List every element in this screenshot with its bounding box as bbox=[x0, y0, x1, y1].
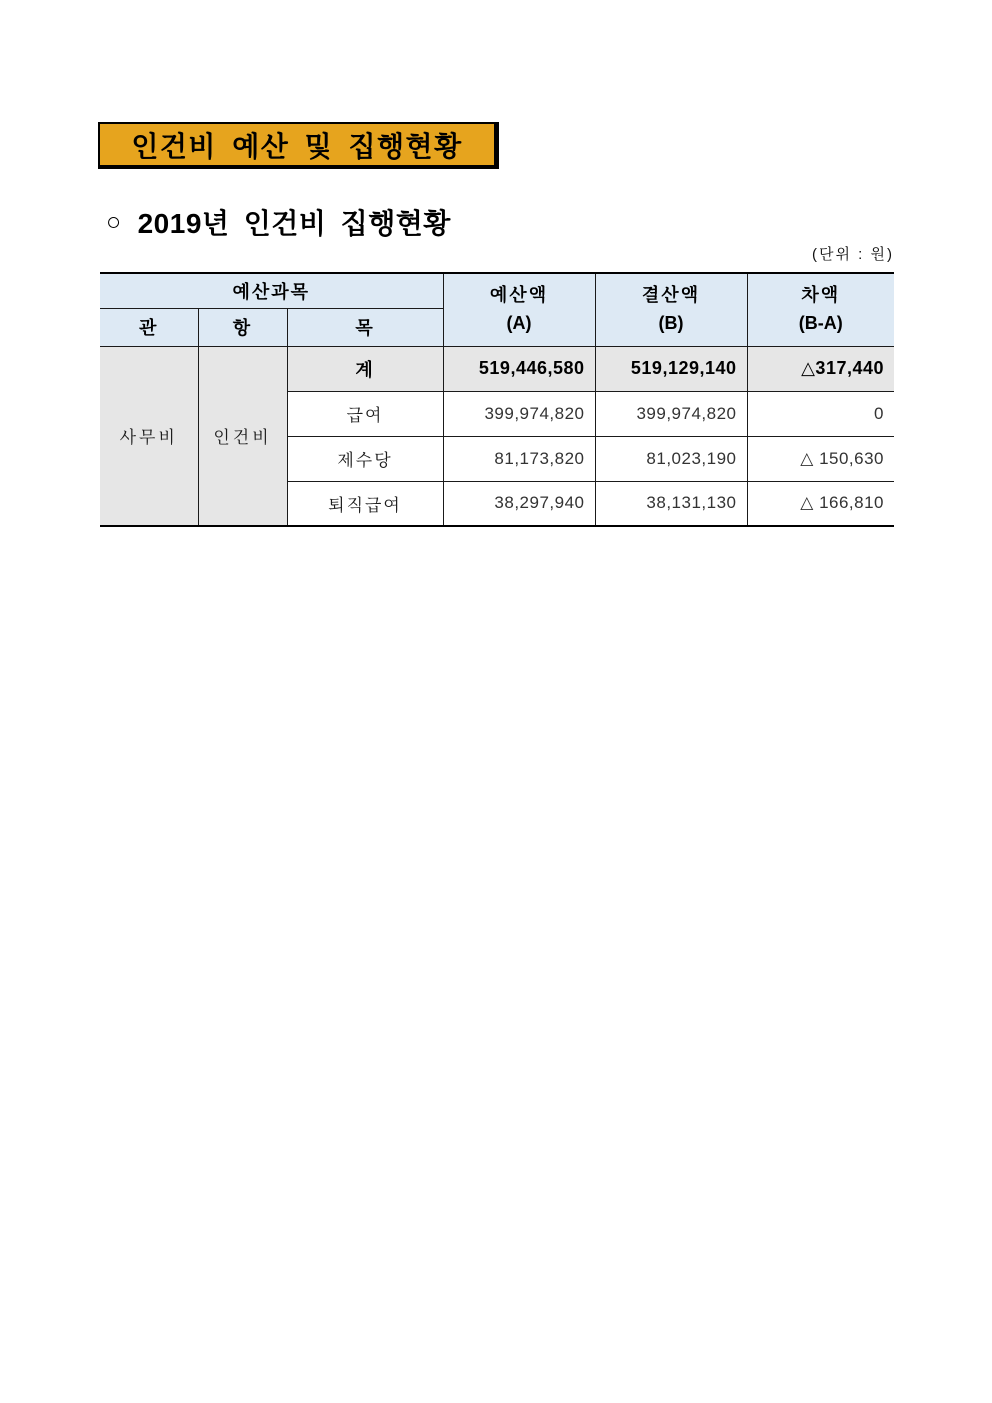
cell-mok: 퇴직급여 bbox=[287, 481, 443, 526]
header-difference-sub: (B-A) bbox=[798, 312, 843, 333]
header-col-hang: 항 bbox=[198, 308, 287, 346]
unit-label: (단위 : 원) bbox=[812, 246, 894, 263]
cell-budget: 81,173,820 bbox=[443, 436, 595, 481]
cell-mok: 급여 bbox=[287, 391, 443, 436]
header-budget-amount-sub: (A) bbox=[506, 312, 532, 333]
table-row-total bbox=[100, 346, 894, 391]
header-col-mok: 목 bbox=[287, 308, 443, 346]
budget-table bbox=[100, 272, 894, 527]
header-settlement-amount-label: 결산액 bbox=[641, 284, 701, 305]
header-budget-amount-label: 예산액 bbox=[489, 284, 549, 305]
header-settlement-amount-sub: (B) bbox=[658, 312, 684, 333]
cell-hang-value: 인건비 bbox=[198, 346, 287, 526]
cell-budget: 519,446,580 bbox=[443, 346, 595, 391]
header-col-gwan: 관 bbox=[100, 308, 198, 346]
cell-settlement: 519,129,140 bbox=[595, 346, 747, 391]
cell-diff: △317,440 bbox=[747, 346, 894, 391]
circle-bullet-icon: ○ bbox=[106, 207, 122, 236]
section-title-text: 2019년 인건비 집행현황 bbox=[137, 208, 451, 239]
cell-settlement: 81,023,190 bbox=[595, 436, 747, 481]
cell-diff: △ 166,810 bbox=[747, 481, 894, 526]
cell-mok: 제수당 bbox=[287, 436, 443, 481]
header-difference-label: 차액 bbox=[801, 284, 841, 305]
section-heading bbox=[106, 202, 451, 242]
cell-diff: 0 bbox=[747, 391, 894, 436]
cell-gwan-value: 사무비 bbox=[100, 346, 198, 526]
cell-mok: 계 bbox=[287, 346, 443, 391]
title-banner bbox=[98, 122, 499, 169]
header-row-1 bbox=[100, 273, 894, 308]
cell-settlement: 399,974,820 bbox=[595, 391, 747, 436]
header-budget-category: 예산과목 bbox=[100, 273, 443, 308]
header-settlement-amount bbox=[595, 273, 747, 346]
cell-budget: 399,974,820 bbox=[443, 391, 595, 436]
cell-budget: 38,297,940 bbox=[443, 481, 595, 526]
cell-settlement: 38,131,130 bbox=[595, 481, 747, 526]
header-budget-amount bbox=[443, 273, 595, 346]
header-difference bbox=[747, 273, 894, 346]
title-banner-text: 인건비 예산 및 집행현황 bbox=[131, 130, 463, 162]
cell-diff: △ 150,630 bbox=[747, 436, 894, 481]
